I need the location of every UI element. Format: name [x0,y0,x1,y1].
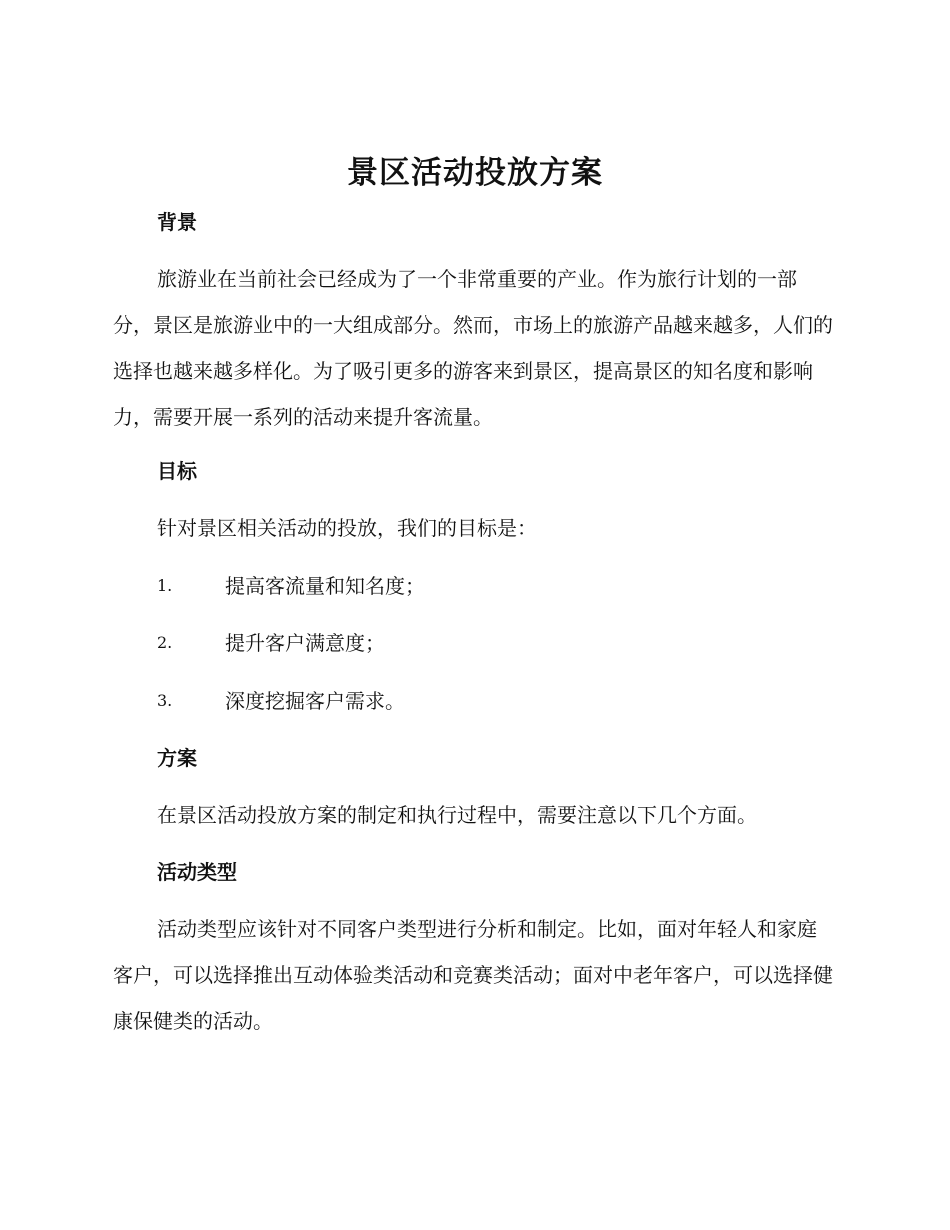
activity-types-paragraph: 活动类型应该针对不同客户类型进行分析和制定。比如，面对年轻人和家庭客户，可以选择推出互动体验类活动和竞赛类活动；面对中老年客户，可以选择健康保健类的活动。 [113,917,833,1033]
section-heading-plan: 方案 [157,746,197,770]
section-heading-background: 背景 [157,210,197,234]
document-title: 景区活动投放方案 [347,155,603,191]
list-text: 提高客流量和知名度； [225,574,425,598]
goals-intro: 针对景区相关活动的投放，我们的目标是： [157,516,537,540]
list-text: 提升客户满意度； [225,631,385,655]
background-paragraph: 旅游业在当前社会已经成为了一个非常重要的产业。作为旅行计划的一部分，景区是旅游业中的一大组成部分。然而，市场上的旅游产品越来越多，人们的选择也越来越多样化。为了吸引更多的游客来到景区，提高景区的知名度和影响力，需要开展一系列的活动来提升客流量。 [113,267,833,429]
list-number: 1. [157,576,173,595]
list-number: 3. [157,691,173,710]
list-text: 深度挖掘客户需求。 [225,689,405,713]
plan-intro: 在景区活动投放方案的制定和执行过程中，需要注意以下几个方面。 [157,803,757,827]
list-number: 2. [157,633,173,652]
section-heading-goals: 目标 [157,459,197,483]
section-heading-activity-types: 活动类型 [157,860,237,884]
